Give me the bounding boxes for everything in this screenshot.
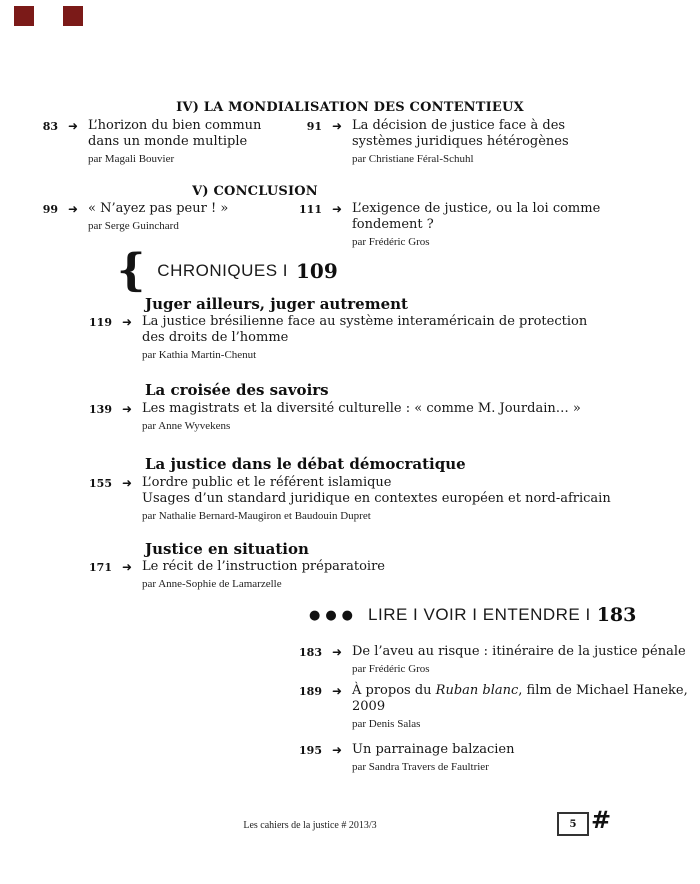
page-number: 111 [299,203,322,216]
entry-author: par Anne-Sophie de Lamarzelle [142,578,282,590]
page-number: 83 [42,120,58,133]
toc-entry [84,559,385,591]
chroniques-page: 109 [295,259,338,283]
toc-entry [294,683,688,731]
entry-title: L’ordre public et le référent islamique [142,475,392,490]
arrow-icon: ➜ [331,684,343,698]
entry-title: À propos du Ruban blanc, film de Michael Haneke, [352,683,688,698]
chroniques-label: CHRONIQUES I [157,261,288,280]
arrow-icon: ➜ [121,315,133,329]
entry-title: systèmes juridiques hétérogènes [352,134,569,149]
entry-title: La décision de justice face à des [352,118,566,133]
page-number: 189 [299,685,322,698]
entry-title: « N’ayez pas peur ! » [88,201,229,216]
entry-title: L’exigence de justice, ou la loi comme [352,201,601,216]
chroniques-banner [117,245,338,296]
entry-author: par Serge Guinchard [88,220,179,232]
entry-author: par Kathia Martin-Chenut [142,349,257,361]
arrow-icon: ➜ [121,476,133,490]
hash-mark-icon: # [591,806,612,834]
entry-title: Le récit de l’instruction préparatoire [142,559,385,574]
arrow-icon: ➜ [121,560,133,574]
entry-author: par Frédéric Gros [352,236,430,248]
group-title: Justice en situation [145,540,309,558]
page-number: 171 [89,561,112,574]
toc-entry [30,118,261,166]
corner-square-icon [63,6,83,26]
page-number: 139 [89,403,112,416]
group-title: La croisée des savoirs [145,381,329,399]
arrow-icon: ➜ [67,202,79,216]
entry-title: L’horizon du bien commun [88,118,262,133]
page-number: 99 [42,203,58,216]
bullets-icon: ●●● [309,607,359,623]
arrow-icon: ➜ [331,645,343,659]
entry-author: par Magali Bouvier [88,153,175,165]
page-number: 155 [89,477,112,490]
entry-title: La justice brésilienne face au système interaméricain de protection [142,314,588,329]
arrow-icon: ➜ [331,743,343,757]
lire-label: LIRE I VOIR I ENTENDRE I [368,605,591,624]
entry-title: Usages d’un standard juridique en contextes européen et nord-africain [142,491,611,506]
entry-author: par Anne Wyvekens [142,420,231,432]
toc-entry [294,742,514,774]
section-heading-v: V) CONCLUSION [192,184,318,199]
group-title: La justice dans le débat démocratique [145,455,466,473]
toc-entry [294,118,569,166]
entry-title: De l’aveu au risque : itinéraire de la justice pénale [352,644,686,659]
toc-entry [84,314,587,362]
footer-journal-title: Les cahiers de la justice # 2013/3 [243,820,377,831]
lire-page: 183 [596,604,637,626]
arrow-icon: ➜ [121,402,133,416]
entry-title: fondement ? [352,217,434,232]
entry-title: dans un monde multiple [88,134,248,149]
page-number: 119 [89,316,112,329]
page-number: 195 [299,744,322,757]
entry-author: par Christiane Féral-Schuhl [352,153,474,165]
entry-author: par Sandra Travers de Faultrier [352,761,489,773]
entry-author: par Frédéric Gros [352,663,430,675]
page-number: 91 [306,120,322,133]
page-number: 183 [299,646,322,659]
brace-icon: { [117,245,146,296]
toc-entry [30,201,228,233]
section-heading-iv: IV) LA MONDIALISATION DES CONTENTIEUX [176,100,524,115]
group-title: Juger ailleurs, juger autrement [145,295,408,313]
entry-author: par Denis Salas [352,718,421,730]
arrow-icon: ➜ [331,202,343,216]
entry-title: Les magistrats et la diversité culturelle : « comme M. Jourdain… » [142,401,581,416]
folio-page-number: 5 [569,818,577,830]
entry-author: par Nathalie Bernard-Maugiron et Baudouin Dupret [142,510,371,522]
toc-entry [294,201,600,249]
lire-banner [309,604,636,626]
entry-title: 2009 [352,699,386,714]
toc-entry [84,475,611,523]
entry-title: des droits de l’homme [142,330,289,345]
arrow-icon: ➜ [331,119,343,133]
toc-entry [294,644,686,676]
folio-box [557,812,589,836]
toc-entry [84,401,581,433]
corner-square-icon [14,6,34,26]
entry-title: Un parrainage balzacien [352,742,515,757]
arrow-icon: ➜ [67,119,79,133]
